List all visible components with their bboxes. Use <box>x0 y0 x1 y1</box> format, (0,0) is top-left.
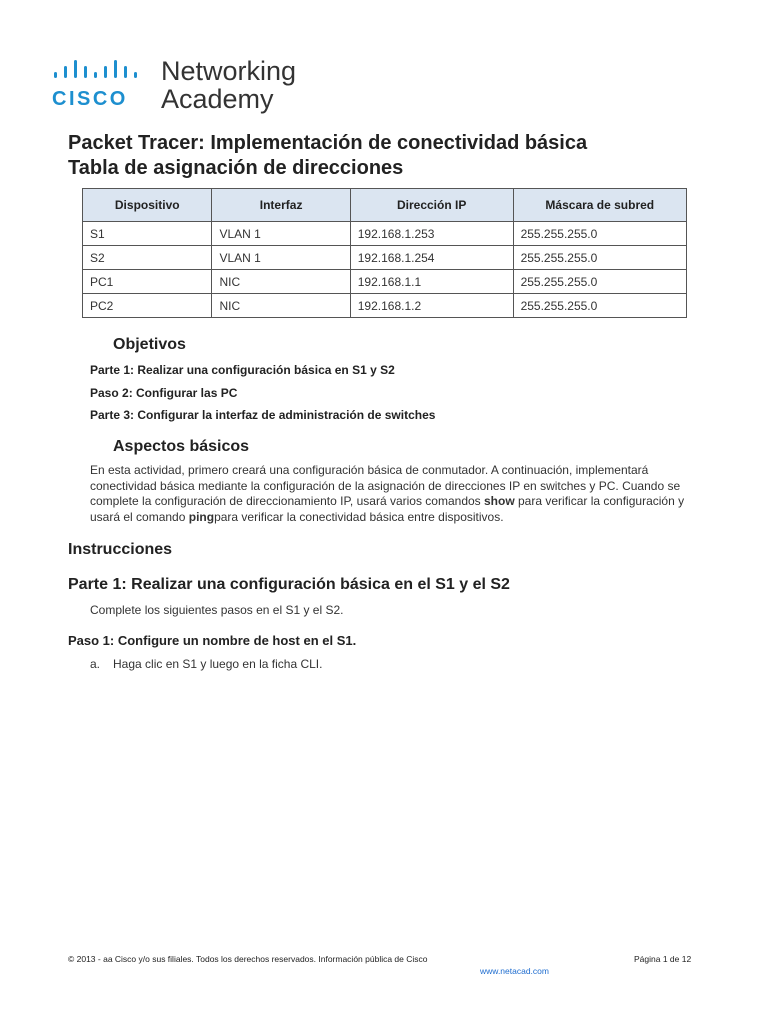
table-cell: 192.168.1.1 <box>350 270 513 294</box>
footer-page-number: Página 1 de 12 <box>634 954 692 964</box>
column-header: Dirección IP <box>350 189 513 222</box>
table-cell: 192.168.1.2 <box>350 294 513 318</box>
table-row <box>83 270 687 294</box>
objective-item: Parte 3: Configurar la interfaz de administración de switches <box>90 408 436 422</box>
table-row <box>83 246 687 270</box>
show-command: show <box>484 494 515 508</box>
column-header: Máscara de subred <box>513 189 686 222</box>
table-cell: VLAN 1 <box>212 222 350 246</box>
column-header: Interfaz <box>212 189 350 222</box>
table-cell: 192.168.1.253 <box>350 222 513 246</box>
table-cell: 255.255.255.0 <box>513 270 686 294</box>
instructions-heading: Instrucciones <box>68 541 173 558</box>
step-item-text: Haga clic en S1 y luego en la ficha CLI. <box>113 657 323 671</box>
background-paragraph <box>90 463 700 525</box>
table-cell: NIC <box>212 270 350 294</box>
address-table <box>82 188 687 318</box>
footer-copyright: © 2013 - aa Cisco y/o sus filiales. Todos los derechos reservados. Información pública de Cisco <box>68 954 428 964</box>
footer-website-link[interactable]: www.netacad.com <box>480 966 549 976</box>
column-header: Dispositivo <box>83 189 212 222</box>
table-cell: 255.255.255.0 <box>513 222 686 246</box>
table-cell: PC1 <box>83 270 212 294</box>
academy-name-line2: Academy <box>161 84 274 114</box>
objectives-heading: Objetivos <box>113 336 186 353</box>
background-text: En esta actividad, primero creará una configuración básica de conmutador. A continuación, implementará conectividad básica mediante la configuración de la asignación de direcciones IP en switches y PC. Cuando se complete la configuración de direccionamiento IP, usará varios comandos <box>90 463 681 508</box>
address-table-heading: Tabla de asignación de direcciones <box>68 157 404 179</box>
table-cell: NIC <box>212 294 350 318</box>
background-text: para verificar la conectividad básica entre dispositivos. <box>214 509 504 524</box>
table-header-row <box>83 189 687 222</box>
document-title: Packet Tracer: Implementación de conectividad básica <box>68 132 588 154</box>
background-text: para verificar la configuración y usará el comando <box>90 494 685 524</box>
table-cell: 255.255.255.0 <box>513 246 686 270</box>
objective-item: Paso 2: Configurar las PC <box>90 386 238 400</box>
ping-command: ping <box>188 509 215 524</box>
table-row <box>83 222 687 246</box>
part1-heading: Parte 1: Realizar una configuración básica en el S1 y el S2 <box>68 576 510 593</box>
table-row <box>83 294 687 318</box>
table-cell: VLAN 1 <box>212 246 350 270</box>
table-cell: 192.168.1.254 <box>350 246 513 270</box>
part1-intro: Complete los siguientes pasos en el S1 y el S2. <box>90 603 344 617</box>
table-cell: 255.255.255.0 <box>513 294 686 318</box>
step1-heading: Paso 1: Configure un nombre de host en el S1. <box>68 633 357 648</box>
table-cell: S2 <box>83 246 212 270</box>
academy-name-line1: Networking <box>161 56 297 86</box>
table-cell: S1 <box>83 222 212 246</box>
table-cell: PC2 <box>83 294 212 318</box>
cisco-bars-icon <box>52 60 150 84</box>
step-item-marker: a. <box>90 657 101 671</box>
cisco-wordmark: CISCO <box>52 88 128 110</box>
background-heading: Aspectos básicos <box>113 438 250 455</box>
objective-item: Parte 1: Realizar una configuración básica en S1 y S2 <box>90 363 395 377</box>
